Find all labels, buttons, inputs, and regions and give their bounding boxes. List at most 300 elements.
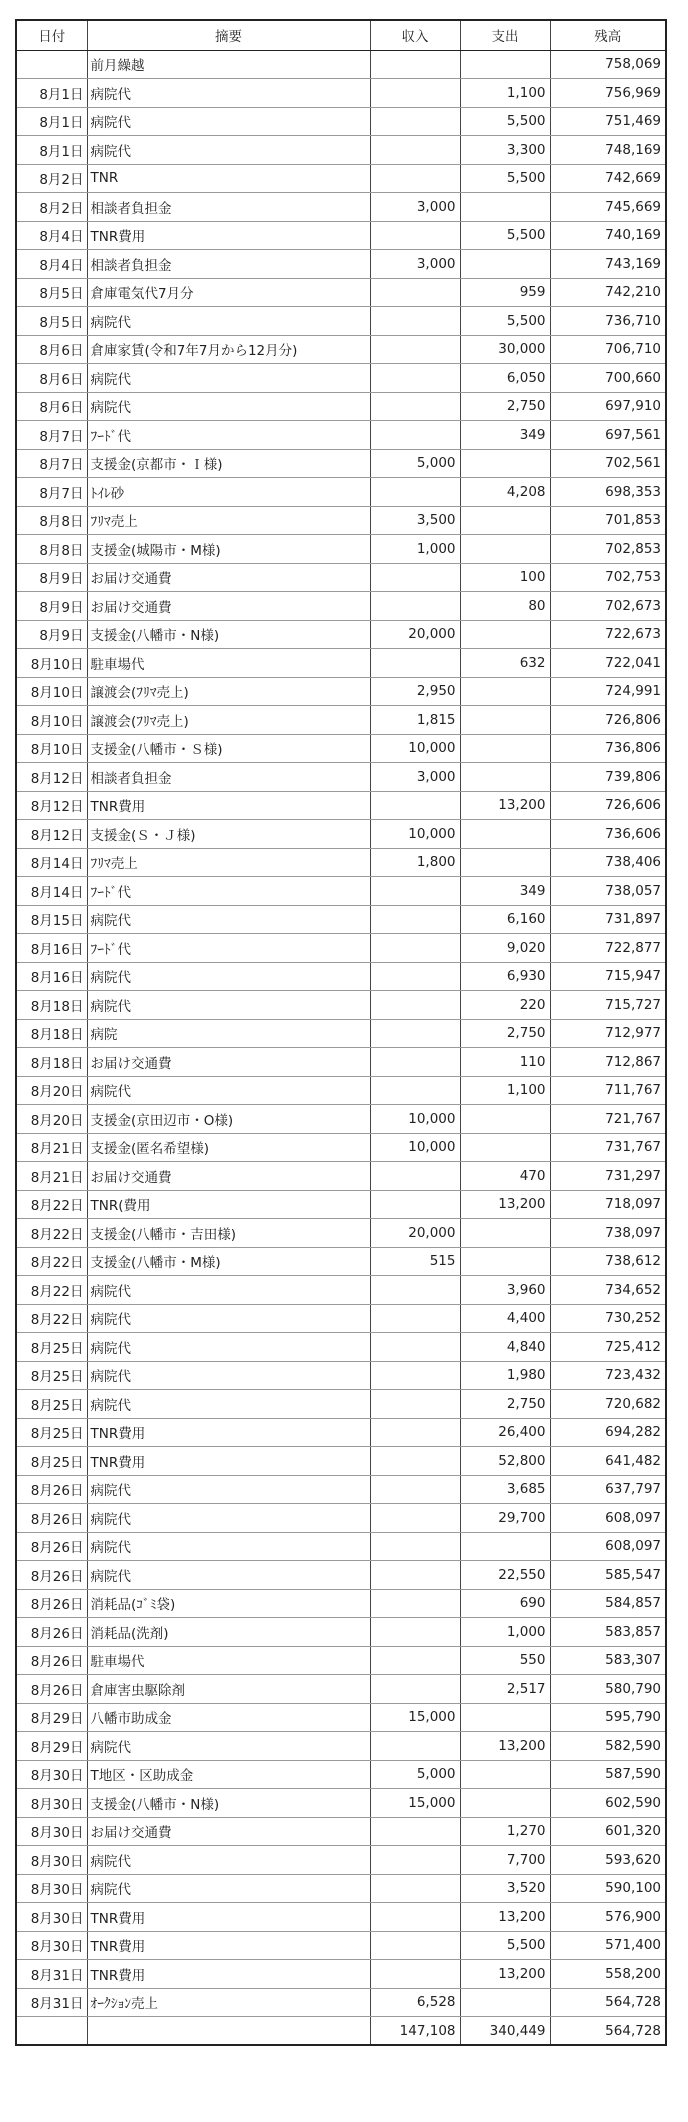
income-cell — [370, 392, 460, 421]
balance-cell: 726,806 — [550, 706, 666, 735]
description-cell: 病院代 — [87, 905, 370, 934]
expense-cell: 9,020 — [460, 934, 550, 963]
balance-cell: 726,606 — [550, 791, 666, 820]
table-row — [16, 962, 666, 991]
date-cell: 8月14日 — [16, 877, 87, 906]
description-cell: ﾌｰﾄﾞ代 — [87, 421, 370, 450]
table-row — [16, 1190, 666, 1219]
date-cell: 8月16日 — [16, 934, 87, 963]
date-cell: 8月26日 — [16, 1532, 87, 1561]
table-row — [16, 1618, 666, 1647]
description-cell: 支援金(八幡市・Ｓ様) — [87, 734, 370, 763]
description-cell: 倉庫電気代7月分 — [87, 278, 370, 307]
expense-cell: 690 — [460, 1589, 550, 1618]
table-row — [16, 934, 666, 963]
income-cell: 10,000 — [370, 1105, 460, 1134]
expense-cell: 1,000 — [460, 1618, 550, 1647]
table-row — [16, 1276, 666, 1305]
balance-cell: 694,282 — [550, 1418, 666, 1447]
income-cell: 10,000 — [370, 1133, 460, 1162]
description-cell: TNR費用 — [87, 1418, 370, 1447]
balance-cell: 745,669 — [550, 193, 666, 222]
balance-cell: 736,710 — [550, 307, 666, 336]
date-cell: 8月29日 — [16, 1703, 87, 1732]
description-cell: TNR費用 — [87, 221, 370, 250]
description-cell: 病院代 — [87, 1561, 370, 1590]
expense-cell: 1,980 — [460, 1361, 550, 1390]
date-cell: 8月9日 — [16, 592, 87, 621]
table-row — [16, 449, 666, 478]
description-cell: 駐車場代 — [87, 1646, 370, 1675]
date-cell: 8月25日 — [16, 1418, 87, 1447]
date-cell: 8月6日 — [16, 335, 87, 364]
table-row — [16, 193, 666, 222]
income-cell — [370, 1618, 460, 1647]
balance-cell: 584,857 — [550, 1589, 666, 1618]
income-cell — [370, 962, 460, 991]
income-cell — [370, 1903, 460, 1932]
expense-cell: 470 — [460, 1162, 550, 1191]
income-cell — [370, 1532, 460, 1561]
expense-cell — [460, 1133, 550, 1162]
expense-cell: 6,160 — [460, 905, 550, 934]
balance-cell: 702,853 — [550, 535, 666, 564]
income-cell: 5,000 — [370, 449, 460, 478]
income-cell — [370, 1874, 460, 1903]
date-cell: 8月30日 — [16, 1846, 87, 1875]
date-cell: 8月12日 — [16, 763, 87, 792]
table-row — [16, 1418, 666, 1447]
table-row — [16, 620, 666, 649]
date-cell: 8月30日 — [16, 1874, 87, 1903]
balance-cell: 723,432 — [550, 1361, 666, 1390]
balance-cell: 731,297 — [550, 1162, 666, 1191]
table-row — [16, 734, 666, 763]
description-cell: 病院代 — [87, 364, 370, 393]
description-cell: 病院代 — [87, 962, 370, 991]
table-row — [16, 677, 666, 706]
date-cell: 8月6日 — [16, 392, 87, 421]
balance-cell: 637,797 — [550, 1475, 666, 1504]
date-cell: 8月25日 — [16, 1333, 87, 1362]
income-cell — [370, 991, 460, 1020]
table-row — [16, 1532, 666, 1561]
date-cell: 8月25日 — [16, 1390, 87, 1419]
date-cell: 8月1日 — [16, 107, 87, 136]
table-row — [16, 506, 666, 535]
description-cell: TNR費用 — [87, 791, 370, 820]
table-row — [16, 136, 666, 165]
date-cell: 8月21日 — [16, 1133, 87, 1162]
balance-cell: 720,682 — [550, 1390, 666, 1419]
table-row — [16, 164, 666, 193]
income-cell — [370, 1475, 460, 1504]
description-cell: 病院代 — [87, 1504, 370, 1533]
expense-cell: 632 — [460, 649, 550, 678]
expense-cell: 5,500 — [460, 107, 550, 136]
income-cell: 3,000 — [370, 193, 460, 222]
expense-cell: 349 — [460, 421, 550, 450]
balance-cell: 582,590 — [550, 1732, 666, 1761]
date-cell: 8月2日 — [16, 164, 87, 193]
table-row — [16, 1561, 666, 1590]
description-cell: 支援金(京都市・Ｉ様) — [87, 449, 370, 478]
description-cell: ﾌﾘﾏ売上 — [87, 848, 370, 877]
income-cell: 3,000 — [370, 250, 460, 279]
expense-cell: 550 — [460, 1646, 550, 1675]
expense-cell: 26,400 — [460, 1418, 550, 1447]
date-cell: 8月9日 — [16, 620, 87, 649]
date-cell: 8月14日 — [16, 848, 87, 877]
expense-cell: 4,400 — [460, 1304, 550, 1333]
date-cell: 8月12日 — [16, 820, 87, 849]
income-cell — [370, 563, 460, 592]
date-cell: 8月26日 — [16, 1589, 87, 1618]
balance-cell: 725,412 — [550, 1333, 666, 1362]
expense-cell: 29,700 — [460, 1504, 550, 1533]
table-row — [16, 1931, 666, 1960]
table-row — [16, 1874, 666, 1903]
expense-cell: 4,840 — [460, 1333, 550, 1362]
balance-cell: 721,767 — [550, 1105, 666, 1134]
table-row — [16, 364, 666, 393]
table-row — [16, 1760, 666, 1789]
date-cell: 8月30日 — [16, 1931, 87, 1960]
date-cell: 8月8日 — [16, 535, 87, 564]
date-cell: 8月10日 — [16, 677, 87, 706]
expense-cell — [460, 677, 550, 706]
balance-cell: 738,612 — [550, 1247, 666, 1276]
expense-cell: 1,100 — [460, 1076, 550, 1105]
description-cell: 譲渡会(ﾌﾘﾏ売上) — [87, 706, 370, 735]
income-cell: 6,528 — [370, 1988, 460, 2017]
income-cell: 15,000 — [370, 1789, 460, 1818]
date-cell: 8月20日 — [16, 1105, 87, 1134]
balance-cell: 731,897 — [550, 905, 666, 934]
income-cell — [370, 1048, 460, 1077]
income-cell — [370, 1846, 460, 1875]
header-expense: 支出 — [460, 20, 550, 50]
income-cell: 3,000 — [370, 763, 460, 792]
balance-cell: 697,561 — [550, 421, 666, 450]
income-cell — [370, 1817, 460, 1846]
description-cell: 病院代 — [87, 1846, 370, 1875]
date-cell: 8月26日 — [16, 1618, 87, 1647]
table-row — [16, 79, 666, 108]
balance-cell: 564,728 — [550, 1988, 666, 2017]
table-row — [16, 221, 666, 250]
expense-cell — [460, 620, 550, 649]
expense-cell: 3,520 — [460, 1874, 550, 1903]
date-cell: 8月10日 — [16, 706, 87, 735]
expense-cell: 80 — [460, 592, 550, 621]
income-cell — [370, 905, 460, 934]
balance-cell: 736,806 — [550, 734, 666, 763]
description-cell: 支援金(城陽市・M様) — [87, 535, 370, 564]
income-cell — [370, 1732, 460, 1761]
date-cell: 8月31日 — [16, 1988, 87, 2017]
expense-cell: 5,500 — [460, 221, 550, 250]
income-cell — [370, 1390, 460, 1419]
description-cell: 病院代 — [87, 1304, 370, 1333]
income-cell — [370, 1190, 460, 1219]
description-cell: 相談者負担金 — [87, 193, 370, 222]
expense-cell: 220 — [460, 991, 550, 1020]
description-cell: ﾌｰﾄﾞ代 — [87, 877, 370, 906]
table-row — [16, 1675, 666, 1704]
balance-cell: 585,547 — [550, 1561, 666, 1590]
description-cell: ｵｰｸｼｮﾝ売上 — [87, 1988, 370, 2017]
balance-cell: 583,857 — [550, 1618, 666, 1647]
balance-cell: 576,900 — [550, 1903, 666, 1932]
balance-cell: 712,867 — [550, 1048, 666, 1077]
description-cell: 前月繰越 — [87, 50, 370, 79]
table-row — [16, 1589, 666, 1618]
total-expense: 340,449 — [460, 2017, 550, 2046]
date-cell: 8月20日 — [16, 1076, 87, 1105]
header-income: 収入 — [370, 20, 460, 50]
table-row — [16, 1817, 666, 1846]
total-income: 147,108 — [370, 2017, 460, 2046]
income-cell — [370, 136, 460, 165]
description-cell: 病院代 — [87, 1276, 370, 1305]
description-cell: 支援金(八幡市・M様) — [87, 1247, 370, 1276]
description-cell: お届け交通費 — [87, 1048, 370, 1077]
date-cell: 8月10日 — [16, 734, 87, 763]
date-cell: 8月26日 — [16, 1504, 87, 1533]
description-cell: 八幡市助成金 — [87, 1703, 370, 1732]
description-cell: お届け交通費 — [87, 1817, 370, 1846]
expense-cell: 2,517 — [460, 1675, 550, 1704]
expense-cell: 3,685 — [460, 1475, 550, 1504]
date-cell: 8月1日 — [16, 79, 87, 108]
description-cell: 病院代 — [87, 136, 370, 165]
table-row — [16, 1019, 666, 1048]
table-row — [16, 478, 666, 507]
balance-cell: 711,767 — [550, 1076, 666, 1105]
income-cell — [370, 335, 460, 364]
description-cell: ﾌｰﾄﾞ代 — [87, 934, 370, 963]
table-row — [16, 1789, 666, 1818]
expense-cell: 2,750 — [460, 1019, 550, 1048]
income-cell — [370, 1561, 460, 1590]
income-cell — [370, 1418, 460, 1447]
date-cell — [16, 50, 87, 79]
income-cell: 1,800 — [370, 848, 460, 877]
table-row — [16, 905, 666, 934]
income-cell: 3,500 — [370, 506, 460, 535]
description-cell: 病院代 — [87, 991, 370, 1020]
balance-cell: 738,097 — [550, 1219, 666, 1248]
table-row — [16, 991, 666, 1020]
balance-cell: 748,169 — [550, 136, 666, 165]
description-cell: TNR — [87, 164, 370, 193]
balance-cell: 698,353 — [550, 478, 666, 507]
description-cell: 病院代 — [87, 1532, 370, 1561]
description-cell: 病院代 — [87, 1361, 370, 1390]
total-balance: 564,728 — [550, 2017, 666, 2046]
date-cell: 8月22日 — [16, 1247, 87, 1276]
description-cell: 病院代 — [87, 107, 370, 136]
expense-cell — [460, 250, 550, 279]
income-cell — [370, 877, 460, 906]
table-row — [16, 1646, 666, 1675]
expense-cell: 2,750 — [460, 392, 550, 421]
expense-cell: 959 — [460, 278, 550, 307]
income-cell: 2,950 — [370, 677, 460, 706]
income-cell — [370, 164, 460, 193]
expense-cell: 13,200 — [460, 1732, 550, 1761]
table-row — [16, 1475, 666, 1504]
description-cell: 駐車場代 — [87, 649, 370, 678]
description-cell: 病院代 — [87, 79, 370, 108]
expense-cell: 2,750 — [460, 1390, 550, 1419]
balance-cell: 751,469 — [550, 107, 666, 136]
date-cell: 8月31日 — [16, 1960, 87, 1989]
balance-cell: 738,057 — [550, 877, 666, 906]
income-cell — [370, 1019, 460, 1048]
expense-cell: 110 — [460, 1048, 550, 1077]
balance-cell: 742,669 — [550, 164, 666, 193]
income-cell — [370, 107, 460, 136]
balance-cell: 587,590 — [550, 1760, 666, 1789]
expense-cell — [460, 193, 550, 222]
balance-cell: 601,320 — [550, 1817, 666, 1846]
income-cell — [370, 1504, 460, 1533]
income-cell — [370, 307, 460, 336]
balance-cell: 740,169 — [550, 221, 666, 250]
balance-cell: 697,910 — [550, 392, 666, 421]
description-cell: 消耗品(ｺﾞﾐ袋) — [87, 1589, 370, 1618]
expense-cell: 22,550 — [460, 1561, 550, 1590]
description-cell: 病院代 — [87, 1076, 370, 1105]
balance-cell: 580,790 — [550, 1675, 666, 1704]
total-date-cell — [16, 2017, 87, 2046]
description-cell: お届け交通費 — [87, 1162, 370, 1191]
expense-cell — [460, 706, 550, 735]
date-cell: 8月16日 — [16, 962, 87, 991]
balance-cell: 608,097 — [550, 1532, 666, 1561]
income-cell — [370, 1589, 460, 1618]
balance-cell: 731,767 — [550, 1133, 666, 1162]
header-row — [16, 20, 666, 50]
income-cell — [370, 364, 460, 393]
date-cell: 8月4日 — [16, 250, 87, 279]
balance-cell: 595,790 — [550, 1703, 666, 1732]
date-cell: 8月7日 — [16, 421, 87, 450]
description-cell: ﾌﾘﾏ売上 — [87, 506, 370, 535]
income-cell: 10,000 — [370, 734, 460, 763]
expense-cell: 7,700 — [460, 1846, 550, 1875]
date-cell: 8月22日 — [16, 1276, 87, 1305]
description-cell: TNR費用 — [87, 1447, 370, 1476]
balance-cell: 743,169 — [550, 250, 666, 279]
date-cell: 8月6日 — [16, 364, 87, 393]
balance-cell: 736,606 — [550, 820, 666, 849]
income-cell — [370, 278, 460, 307]
date-cell: 8月5日 — [16, 307, 87, 336]
income-cell — [370, 1361, 460, 1390]
table-row — [16, 50, 666, 79]
income-cell — [370, 79, 460, 108]
date-cell: 8月8日 — [16, 506, 87, 535]
balance-cell: 602,590 — [550, 1789, 666, 1818]
expense-cell — [460, 50, 550, 79]
date-cell: 8月25日 — [16, 1361, 87, 1390]
balance-cell: 593,620 — [550, 1846, 666, 1875]
table-row — [16, 1076, 666, 1105]
balance-cell: 715,947 — [550, 962, 666, 991]
table-row — [16, 1504, 666, 1533]
table-row — [16, 649, 666, 678]
date-cell: 8月22日 — [16, 1304, 87, 1333]
date-cell: 8月7日 — [16, 449, 87, 478]
income-cell: 20,000 — [370, 1219, 460, 1248]
header-date: 日付 — [16, 20, 87, 50]
expense-cell: 13,200 — [460, 1903, 550, 1932]
table-row — [16, 392, 666, 421]
table-row — [16, 1960, 666, 1989]
balance-cell: 756,969 — [550, 79, 666, 108]
balance-cell: 608,097 — [550, 1504, 666, 1533]
expense-cell: 6,050 — [460, 364, 550, 393]
balance-cell: 718,097 — [550, 1190, 666, 1219]
expense-cell — [460, 1703, 550, 1732]
expense-cell — [460, 535, 550, 564]
income-cell — [370, 1276, 460, 1305]
description-cell: 病院代 — [87, 1732, 370, 1761]
table-row — [16, 1390, 666, 1419]
table-row — [16, 563, 666, 592]
table-row — [16, 791, 666, 820]
balance-cell: 734,652 — [550, 1276, 666, 1305]
expense-cell: 1,100 — [460, 79, 550, 108]
expense-cell — [460, 1247, 550, 1276]
description-cell: 支援金(八幡市・吉田様) — [87, 1219, 370, 1248]
description-cell: 消耗品(洗剤) — [87, 1618, 370, 1647]
table-row — [16, 763, 666, 792]
date-cell: 8月26日 — [16, 1475, 87, 1504]
description-cell: T地区・区助成金 — [87, 1760, 370, 1789]
balance-cell: 739,806 — [550, 763, 666, 792]
expense-cell — [460, 763, 550, 792]
balance-cell: 758,069 — [550, 50, 666, 79]
expense-cell — [460, 1760, 550, 1789]
description-cell: 病院代 — [87, 307, 370, 336]
ledger-table — [15, 19, 667, 2046]
description-cell: TNR費用 — [87, 1903, 370, 1932]
income-cell — [370, 592, 460, 621]
income-cell — [370, 1162, 460, 1191]
table-row — [16, 307, 666, 336]
date-cell: 8月30日 — [16, 1789, 87, 1818]
income-cell — [370, 791, 460, 820]
table-row — [16, 1903, 666, 1932]
expense-cell — [460, 734, 550, 763]
date-cell: 8月30日 — [16, 1817, 87, 1846]
date-cell: 8月10日 — [16, 649, 87, 678]
table-row — [16, 1846, 666, 1875]
table-row — [16, 1048, 666, 1077]
expense-cell: 5,500 — [460, 1931, 550, 1960]
income-cell — [370, 221, 460, 250]
income-cell: 20,000 — [370, 620, 460, 649]
expense-cell — [460, 506, 550, 535]
balance-cell: 722,877 — [550, 934, 666, 963]
expense-cell — [460, 820, 550, 849]
ledger-body — [16, 50, 666, 2017]
income-cell — [370, 1675, 460, 1704]
